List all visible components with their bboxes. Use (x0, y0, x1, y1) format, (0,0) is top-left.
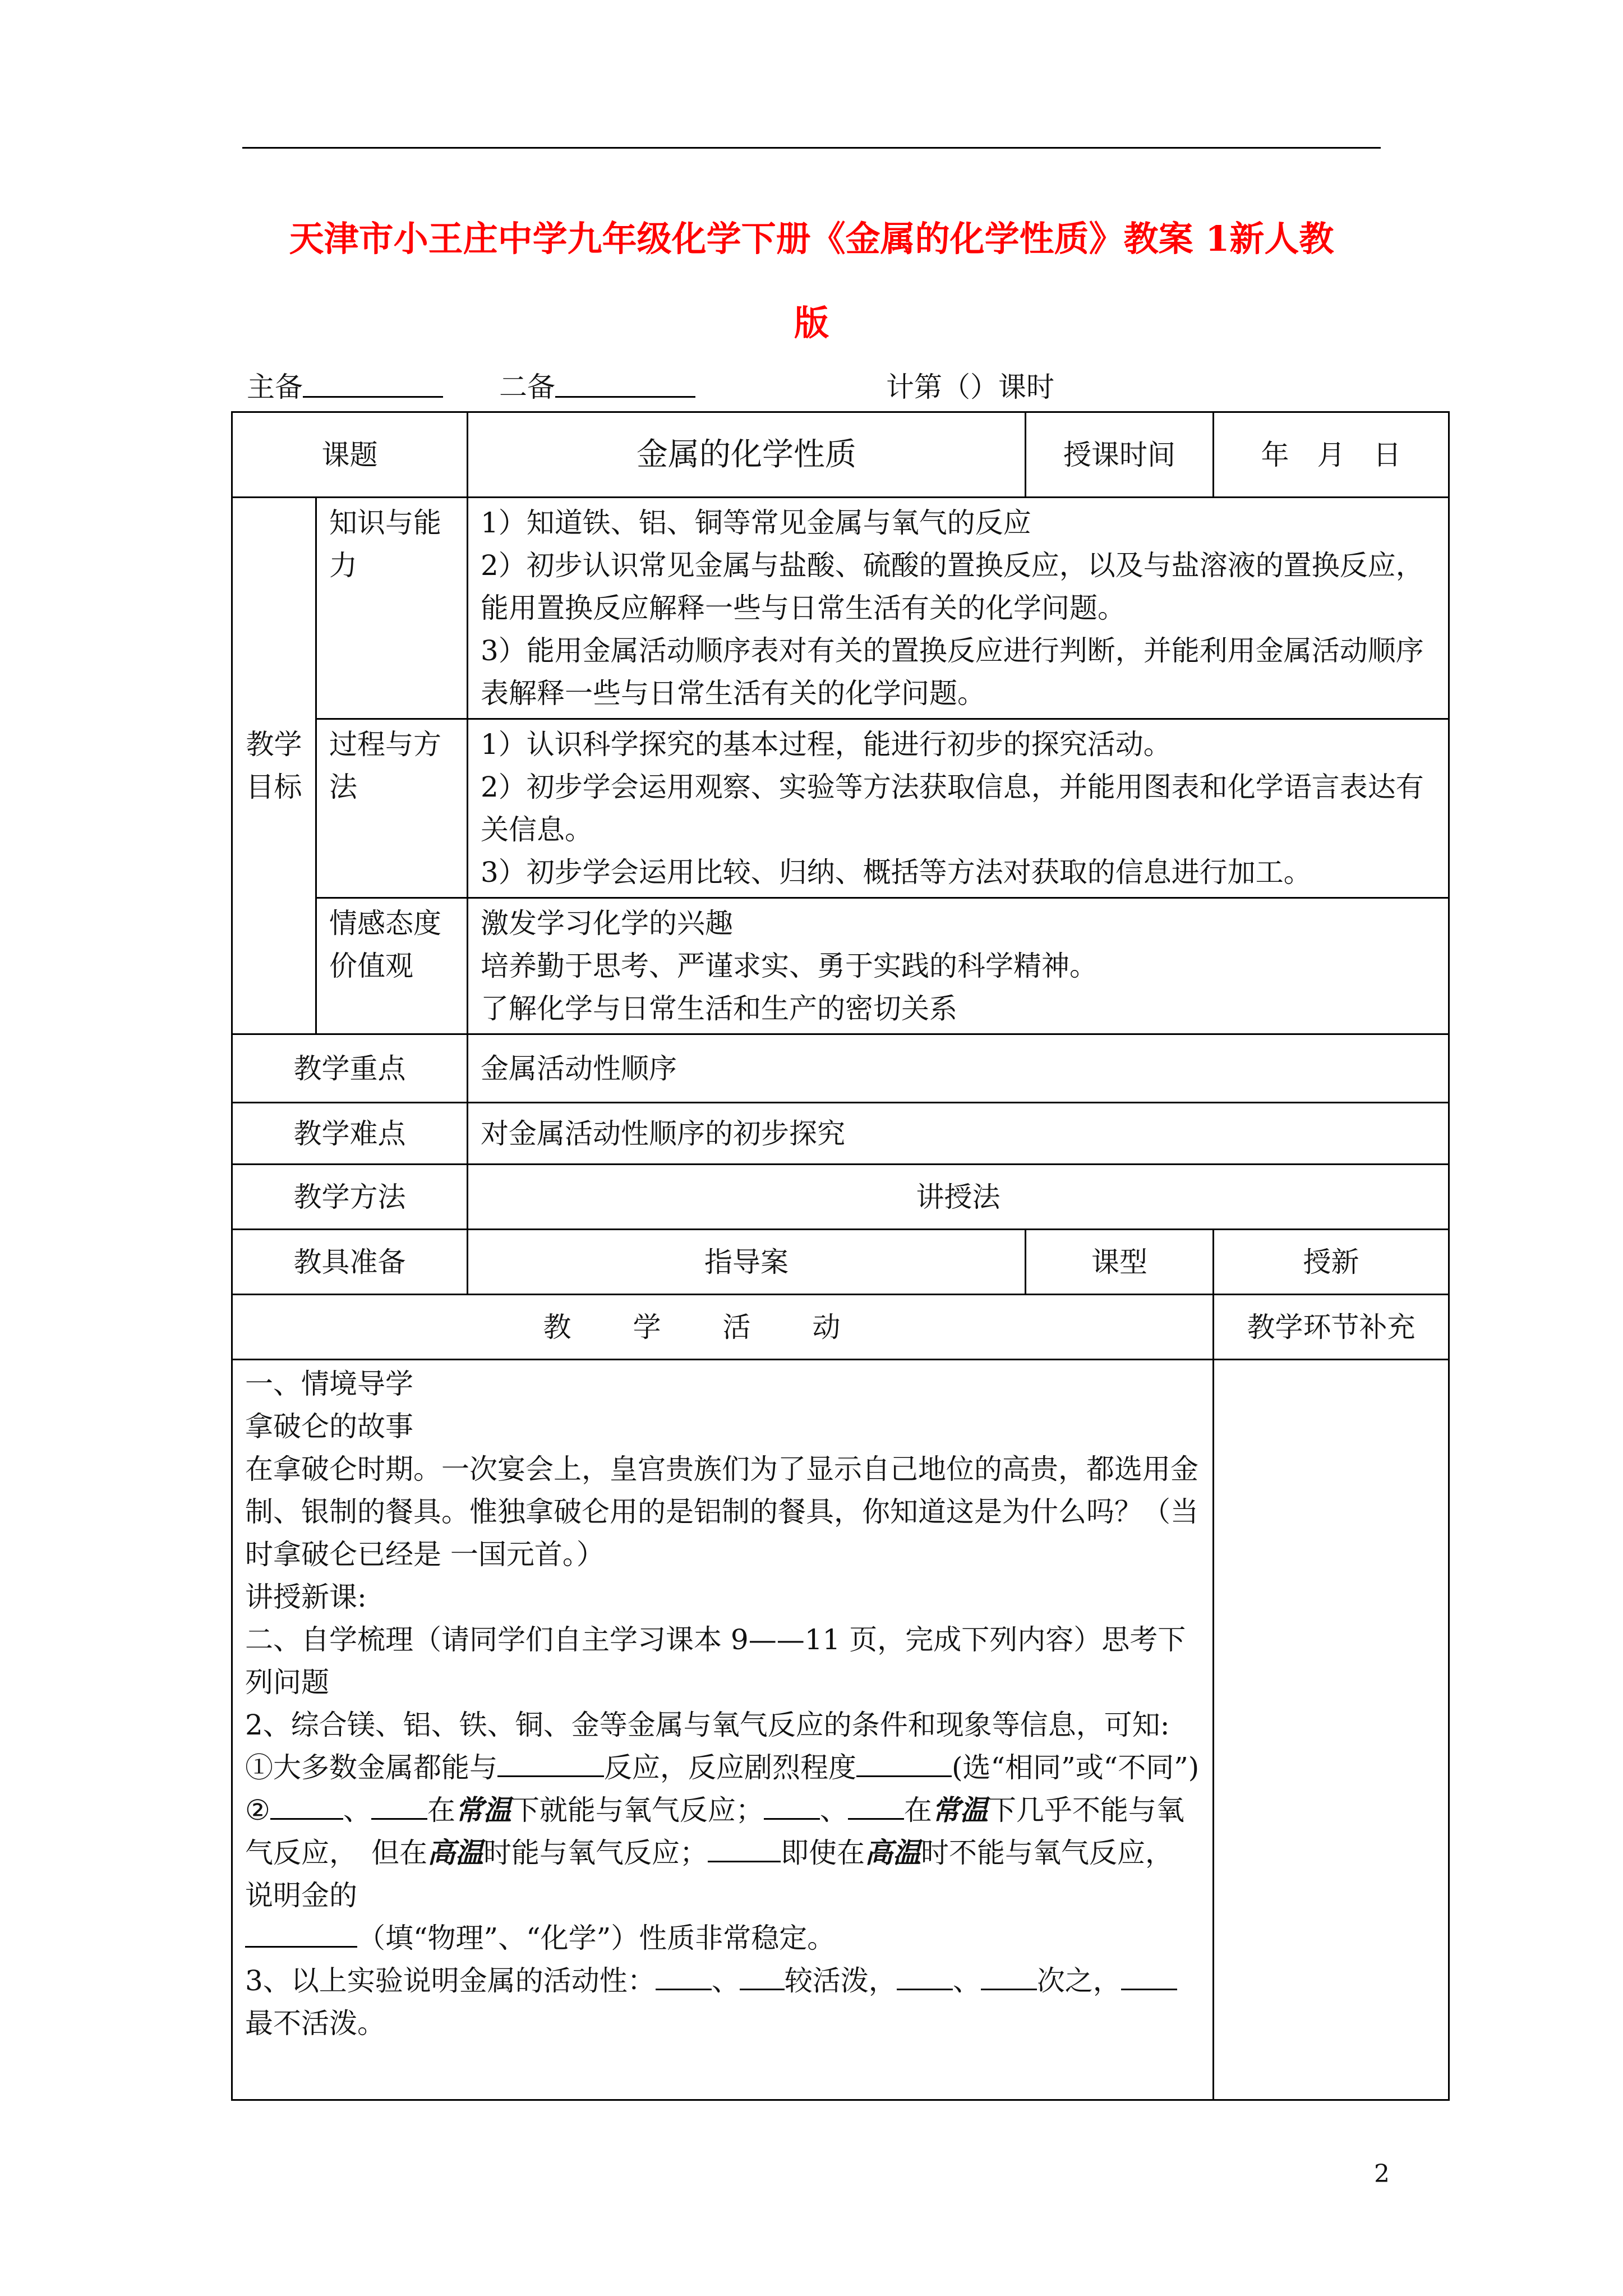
row-difficulty (232, 1103, 1449, 1165)
page-number: 2 (1374, 2160, 1390, 2188)
row-goal-process (232, 719, 1449, 898)
lesson-plan-table (231, 411, 1450, 2101)
method-value: 讲授法 (468, 1165, 1449, 1230)
goal-knowledge-label: 知识与能力 (316, 498, 468, 719)
row-goal-knowledge (232, 498, 1449, 719)
goal-attitude-line-2: 培养勤于思考、严谨求实、勇于实践的科学精神。 (481, 950, 1098, 982)
supplement-cell (1214, 1360, 1449, 2100)
question-2-item-1: ①大多数金属都能与 反应，反应剧烈程度 (选“相同”或“不同”) (245, 1746, 1200, 1789)
question-3: 3、以上实验说明金属的活动性： 、 较活泼， 、 次之，最不活泼。 (245, 1959, 1200, 2045)
section-2-title: 二、自学梳理（请同学们自主学习课本 9——11 页，完成下列内容）思考下列问题 (245, 1623, 1186, 1699)
activity-content (232, 1360, 1214, 2100)
second-prep: 二备 (499, 370, 555, 404)
question-2-item-3: （填“物理”、“化学”）性质非常稳定。 (245, 1917, 1200, 1959)
story-text: 在拿破仑时期。一次宴会上，皇宫贵族们为了显示自己地位的高贵，都选用金制、银制的餐具。惟独拿破仑用的是铝制的餐具，你知道这是为什么吗？（当时拿破仑已经是 一国元首。） (245, 1453, 1198, 1571)
key-value: 金属活动性顺序 (468, 1034, 1449, 1103)
row-activity-body (232, 1360, 1449, 2100)
type-value: 授新 (1214, 1230, 1449, 1295)
main-prep: 主备 (247, 370, 303, 404)
topic-label: 课题 (232, 412, 468, 498)
row-key-point (232, 1034, 1449, 1103)
goal-attitude-line-1: 激发学习化学的兴趣 (481, 907, 733, 940)
question-2-item-2: ② 、 在常温下就能与氧气反应； 、 在常温下几乎不能与氧气反应， 但在高温时能与氧气反应； 即使在高温时不能与氧气反应，说明金的 (245, 1789, 1200, 1917)
new-lesson-label: 讲授新课: (245, 1581, 367, 1613)
goal-process-content (468, 719, 1449, 898)
row-method (232, 1165, 1449, 1230)
time-label: 授课时间 (1026, 412, 1214, 498)
goal-attitude-content (468, 898, 1449, 1034)
goal-knowledge-line-1: 1）知道铁、铝、铜等常见金属与氧气的反应 (481, 507, 1031, 539)
goal-knowledge-line-3: 3）能用金属活动顺序表对有关的置换反应进行判断，并能利用金属活动顺序表解释一些与日常生活有关的化学问题。 (481, 634, 1424, 710)
difficulty-value: 对金属活动性顺序的初步探究 (468, 1103, 1449, 1165)
goal-attitude-label: 情感态度价值观 (316, 898, 468, 1034)
question-2-intro: 2、综合镁、铝、铁、铜、金等金属与氧气反应的条件和现象等信息，可知: (245, 1709, 1170, 1741)
goal-process-line-2: 2）初步学会运用观察、实验等方法获取信息，并能用图表和化学语言表达有关信息。 (481, 771, 1424, 846)
activity-header: 教学活动 (232, 1295, 1214, 1360)
goal-process-line-1: 1）认识科学探究的基本过程，能进行初步的探究活动。 (481, 728, 1172, 761)
type-label: 课型 (1026, 1230, 1214, 1295)
section-1-title: 一、情境导学 (245, 1368, 413, 1400)
goal-process-label: 过程与方法 (316, 719, 468, 898)
document-title-line1: 天津市小王庄中学九年级化学下册《金属的化学性质》教案 1新人教 (289, 218, 1334, 259)
key-label: 教学重点 (232, 1034, 468, 1103)
goals-label: 教学目标 (232, 498, 316, 1034)
lesson-count: 计第（ ）课时 (886, 371, 1054, 403)
topic-value: 金属的化学性质 (468, 412, 1026, 498)
tools-label: 教具准备 (232, 1230, 468, 1295)
tools-value: 指导案 (468, 1230, 1026, 1295)
row-activity-header (232, 1295, 1449, 1360)
story-title: 拿破仑的故事 (245, 1410, 413, 1443)
difficulty-label: 教学难点 (232, 1103, 468, 1165)
goal-knowledge-line-2: 2）初步认识常见金属与盐酸、硫酸的置换反应，以及与盐溶液的置换反应，能用置换反应解释一些与日常生活有关的化学问题。 (481, 549, 1424, 624)
date-value: 年 月 日 (1214, 412, 1449, 498)
goal-attitude-line-3: 了解化学与日常生活和生产的密切关系 (481, 992, 957, 1025)
row-topic (232, 412, 1449, 498)
row-goal-attitude (232, 898, 1449, 1034)
header-rule (242, 147, 1381, 149)
supplement-header: 教学环节补充 (1214, 1295, 1449, 1360)
document-title-line2: 版 (794, 302, 829, 343)
goal-process-line-3: 3）初步学会运用比较、归纳、概括等方法对获取的信息进行加工。 (481, 856, 1312, 889)
goal-knowledge-content (468, 498, 1449, 719)
row-tools (232, 1230, 1449, 1295)
method-label: 教学方法 (232, 1165, 468, 1230)
